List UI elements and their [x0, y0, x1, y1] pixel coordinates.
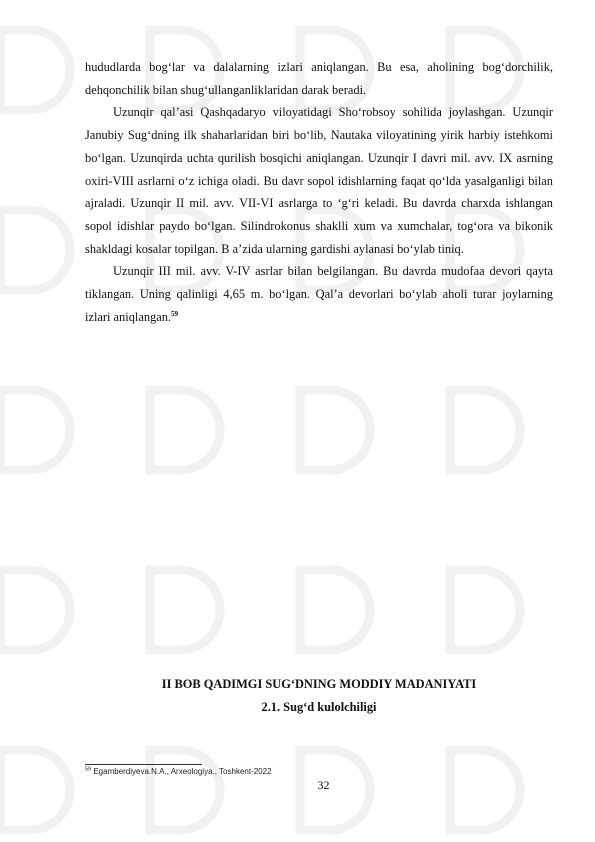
paragraph-3 [85, 260, 553, 328]
paragraph-3-text: Uzunqir III mil. avv. V-IV asrlar bilan belgilangan. Bu davrda mudofaa devori qayta tiklangan. Uning qalinligi 4,65 m. bo‘lgan. Qal’a devorlari bo‘ylab aholi turar joylarning izlari aniqlangan. [85, 264, 553, 324]
watermark-shape [0, 570, 70, 650]
footnote-divider [85, 764, 202, 765]
watermark-shape [0, 210, 70, 290]
chapter-heading: II BOB QADIMGI SUG‘DNING MODDIY MADANIYATI [161, 677, 477, 691]
footnote-reference[interactable]: 59 [171, 309, 179, 318]
watermark-shape [300, 390, 370, 470]
section-heading: 2.1. Sug‘d kulolchiligi [261, 700, 377, 714]
footnote-marker: 59 [85, 766, 92, 773]
footnote [85, 767, 485, 777]
watermark-shape [150, 570, 220, 650]
body-text [85, 56, 553, 328]
page-number: 32 [317, 778, 330, 792]
watermark-shape [450, 570, 520, 650]
footnote-text: Egamberdiyeva.N.A., Arxeologiya., Toshkent-2022 [91, 767, 272, 776]
paragraph-1: hududlarda bog‘lar va dalalarning izlari aniqlangan. Bu esa, aholining bog‘dorchilik, dehqonchilik bilan shug‘ullanganliklaridan darak beradi. [85, 60, 553, 97]
watermark-shape [0, 30, 70, 110]
watermark-shape [0, 390, 70, 470]
paragraph-2: Uzunqir qal’asi Qashqadaryo viloyatidagi Sho‘robsoy sohilida joylashgan. Uzunqir Janubiy Sug‘dning ilk shaharlaridan biri bo‘lib, Nautaka viloyatining yirik harbiy istehkomi bo‘lgan. Uzunqirda uchta qurilish bosqichi aniqlangan. Uzunqir I davri mil. avv. IX asrning oxiri-VIII asrlarni o‘z ichiga oladi. Bu davr sopol idishlarning faqat qo‘lda yasalganligi bilan ajraladi. Uzunqir II mil. avv. VII-VI asrlarga to ‘g‘ri keladi. Bu davrda charxda ishlangan sopol idishlar paydo bo‘lgan. Silindrokonus shaklli xum va xumchalar, tog‘ora va bikonik shakldagi kosalar topilgan. B a’zida ularning gardishi aylanasi bo‘ylab tiniq. [85, 105, 553, 256]
watermark-shape [300, 570, 370, 650]
watermark-shape [450, 390, 520, 470]
watermark-shape [150, 390, 220, 470]
